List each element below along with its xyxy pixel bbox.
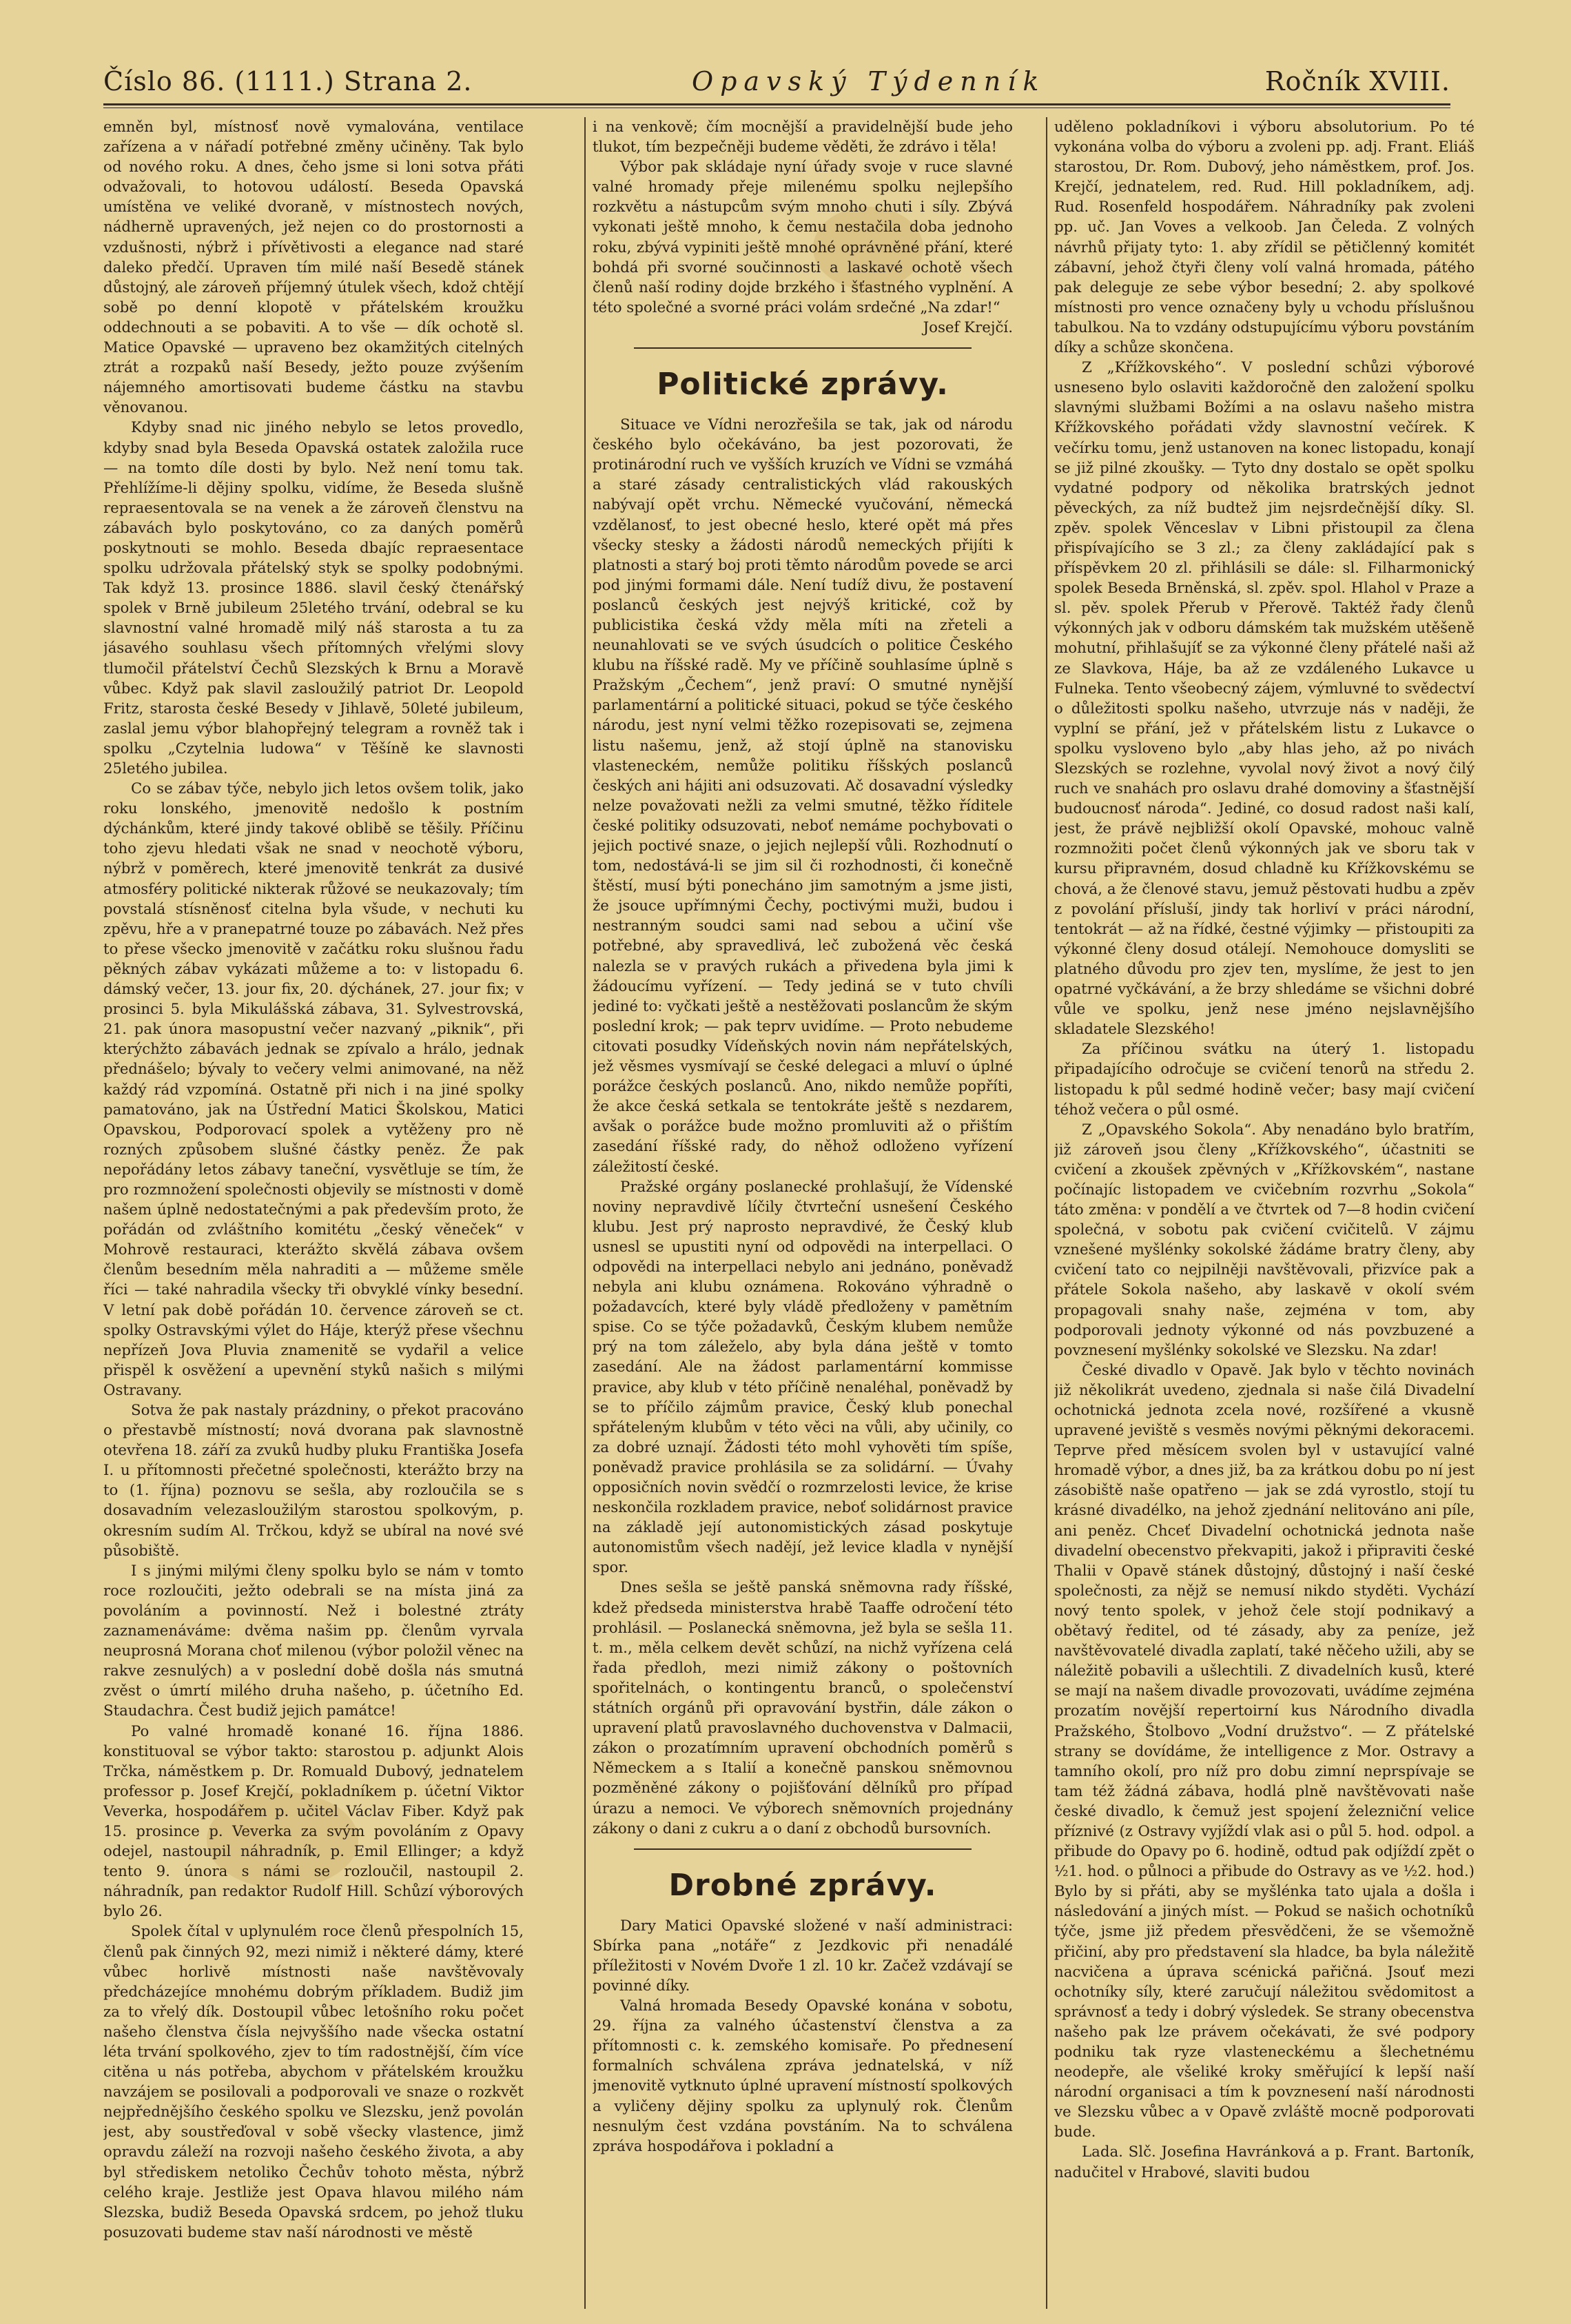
volume-label: Ročník XVIII. [1264,66,1450,96]
paragraph: Výbor pak skládaje nyní úřady svoje v ruce slavné valné hromady přeje milenému spolku nejlepšího rozkvětu a nástupcům svým mnoho chuti i síly. Zbývá vykonati ještě mnoho, k čemu nestačila doba jednoho roku, zbývá vypiniti ještě mnohé oprávněné přání, které bohdá při svorné součinnosti a laskavé ochotě všech členů naší rodiny dojde brzkého i šťastného vyplnění. A této společné a svorné práci volám srdečné „Na zdar!“ [593,159,1013,316]
paragraph: i na venkově; čím mocnější a pravidelnější bude jeho tlukot, tím bezpečněji budeme věděti, že zdrávo i těla! [593,119,1013,156]
paragraph: emněn byl, místnosť nově vymalována, ventilace zařízena a v nářadí potřebné změny učiněny. Tak bylo od nového roku. A dnes, čeho jsme si loni sotva přáti odvažovali, to hotovou událostí. Beseda Opavská umístěna ve veliké dvoraně, v místnostech nových, nádherně upravených, jež nejen co do prostornosti a vzdušnosti, nýbrž i přívětivosti a elegance nad staré daleko předčí. Upraven tím milé naší Besedě stánek důstojný, ale zároveň příjemný útulek všech, kdož chtějí sobě po denní klopotě v přátelském kroužku oddechnouti a se pobaviti. A to vše — dík ochotě sl. Matice Opavské — upraveno bez okamžitých citelných ztrát a rozpaků naší Besedy, ježto pouze zvýšením nájemného amortisovati budeme částku na stavbu věnovanou. [103,119,524,417]
newspaper-title: Opavský Týdenník [691,66,1046,96]
page-header [103,61,1450,102]
column-3 [1054,117,1475,2309]
paragraph: Co se zábav týče, nebylo jich letos ovšem tolik, jako roku lonského, jmenovitě nedošlo k postním dýchánkům, které jindy takové oblibě se těšily. Příčinu toho zjevu hledati však ne snad v neochotě výboru, nýbrž v poměrech, které jmenovitě tenkrát za dusivé atmosféry politické nikterak růžové se neukazovaly; tím povstalá stísněnosť citelna byla všude, v nechuti ku zpěvu, hře a v pranepatrné touze po zábavách. Než přes to přese všecko jmenovitě v začátku roku slušnou řadu pěkných zábav vykázati můžeme a to: v listopadu 6. dámský večer, 13. jour fix, 20. dýchánek, 27. jour fix; v prosinci 5. byla Mikulášská zábava, 31. Sylvestrovská, 21. pak února masopustní večer nazvaný „piknik“, při kterýchžto zábavách jednak se zpívalo a hrálo, jednak přednášelo; bývaly to večery velmi animované, na něž každý rád vzpomíná. Ostatně při nich i na jiné spolky pamatováno, jak na Ústřední Matici Školskou, Matici Opavskou, Podporovací spolek a vytěženy pro ně rozných způsobem slušné částky peněz. Že pak nepořádány letos zábavy taneční, vysvětluje se tím, že pro rozmnožení společnosti objevily se místnosti v domě našem úplně nedostatečnými a pak především proto, že pořádán od zvláštního komitétu „český věneček“ v Mohrově restauraci, kterážto skvělá zábava ovšem členům besedním měla nahraditi a — můžeme směle říci — také nahradila všecky tři obvyklé vínky besední. V letní pak době pořádán 10. července zároveň se ct. spolky Ostravskými výlet do Háje, kterýž přese všechnu nepřízeň Jova Pluvia znamenitě se vydařil a velice přispěl k osvěžení a upevnění styků našich s milými Ostravany. [103,780,524,1399]
paragraph: Kdyby snad nic jiného nebylo se letos provedlo, kdyby snad byla Beseda Opavská ostatek založila ruce — na tomto díle dosti by bylo. Než není tomu tak. Přehlížíme-li dějiny spolku, vidíme, že Beseda slušně repraesentovala se na venek a že zároveň členstvu na zábavách bylo poskytováno, co za daných poměrů poskytnouti se mohlo. Beseda dbajíc repraesentace spolku udržovala přátelský styk se spolky podobnými. Tak když 13. prosince 1886. slavil český čtenářský spolek v Brně jubileum 25letého trvání, odebral se ku slavnostní valné hromadě milý náš starosta a tu za jásavého souhlasu všech přítomných vřelými slovy tlumočil přátelství Čechů Slezských k Brnu a Moravě vůbec. Když pak slavil zasloužilý patriot Dr. Leopold Fritz, starosta české Besedy v Jihlavě, 50leté jubileum, zaslal jemu výbor blahopřejný telegram a rovněž tak i spolku „Czytelnia ludowa“ v Těšíně ke slavnosti 25letého jubilea. [103,419,524,777]
column-2 [593,117,1013,2309]
paragraph: Z „Opavského Sokola“. Aby nenadáno bylo bratřím, již zároveň jsou členy „Křížkovského“, účastniti se cvičení a zkoušek zpěvných v „Křížkovském“, nastane počínajíc listopadem ve cvičebním rozvrhu „Sokola“ táto změna: v pondělí a ve čtvrtek od 7—8 hodin cvičení společná, v sobotu pak cvičení cvičitelů. V zájmu vznešené myšlénky sokolské žádáme bratry členy, aby cvičení tato co nejpilněji navštěvovali, přizvíce pak a přátele Sokola našeho, aby laskavě v okolí svém propagovali snahy naše, zejména v tom, aby podporovali jednoty výkonné od nás povzbuzené a povznesení myšlénky sokolské ve Slezsku. Na zdar! [1054,1121,1475,1359]
paragraph: Pražské orgány poslanecké prohlašují, že Vídenské noviny nepravdivě líčily čtvrteční usnešení Českého klubu. Jest prý naprosto nepravdivé, že Český klub usnesl se upustiti nyní od odpovědi na interpellaci. O odpovědi na interpellaci nebylo ani jednáno, poněvadž nebyla ani klubu oznámena. Rokováno výhradně o požadavcích, které byly vládě předloženy v pamětním spise. Co se týče požadavků, Českým klubem nemůže prý na tom záleželo, aby byla dána ještě v tomto zasedání. Ale na žádost parlamentární kommisse pravice, aby klub v této příčině nenaléhal, poněvadž by se to příčilo zájmům pravice, Český klub ponechal spřáteleným klubům v této věci na vůli, aby učinily, co za dobré uznají. Žádosti této mohl vyhověti tím spíše, poněvadž pravice prohlásila se za solidární. — Úvahy opposičních novin svědčí o rozmrzelosti levice, že krise neskončila rozkladem pravice, neboť solidárnost pravice na základě její autonomistických zásad poskytuje autonomistům všech nadějí, jež levice kladla v nynější spor. [593,1178,1013,1577]
paragraph: uděleno pokladníkovi i výboru absolutorium. Po té vykonána volba do výboru a zvoleni pp. adj. Frant. Eliáš starostou, Dr. Rom. Dubový, jeho náměstkem, prof. Jos. Krejčí, jednatelem, red. Rud. Hill pokladníkem, adj. Rud. Rosenfeld hospodářem. Náhradníky pak zvoleni pp. uč. Jan Voves a velkoob. Jan Čeleda. Z volných návrhů přijaty tyto: 1. aby zřídil se pětičlenný komitét zábavní, jehož čtyři členy volí valná hromada, pátého pak deleguje ze sebe výbor besední; 2. aby spolkové místnosti pro vence označeny byly u vchodu příslušnou tabulkou. Na to vzdány odstupujícímu výboru povstáním díky a schůze skončena. [1054,119,1475,357]
paragraph: Situace ve Vídni nerozřešila se tak, jak od národu českého bylo očekáváno, ba jest pozorovati, že protinárodní ruch ve vyšších kruzích ve Vídni se vzmáhá a staré zásady centralistických vlád rakouských nabývají opět vrchu. Německé vyučování, německá vzdělanosť, to jest obecné heslo, které opět má přes všecky stesky a žádosti národů nemeckých přijíti k platnosti a starý boj proti těmto národům povede se arci pod jinými formami dále. Není tudíž divu, že postavení poslanců českých jest nejvýš kritické, což by publicistika česká vždy měla míti na zřeteli a neunahlovati se ve svých úsudcích o politice Českého klubu na říšské radě. My ve příčině souhlasíme úplně s Pražským „Čechem“, jenž praví: O smutné nynější parlamentární a politické situaci, pokud se týče českého národu, jest nyní velmi těžko rozepisovati se, zejmena listu našemu, jenž, až stojí úplně na stanovisku vlasteneckém, nemůže politiku říšských poslanců českých ani hájiti ani odsuzovati. Ač dosavadní výsledky nelze považovati nežli za velmi smutné, těžko říditele české politiky odsuzovati, neboť nemáme pochybovati o jejich poctivé snaze, o jejich nejlepší vůli. Rozhodnutí o tom, nedostává-li se jim sil či rozhodnosti, či konečně štěstí, musí býti ponecháno jim samotným a jsme jisti, že jsouce upřímnými Čechy, poctivými muži, budou i nestranným soudci sami nad sebou a učiní vše potřebné, aby spravedlivá, leč zubožená věc česká nalezla se v pravých rukách a přivedena byla jimi k žádoucímu vyřízení. — Tedy jediná se v tuto chvíli jediné to: vyčkati ještě a nestěžovati poslancům že ským poslední krok; — pak teprv uvidíme. — Proto nebudeme citovati posudky Vídeňských novin nám nepřátelských, jež věsmes vysmívají se české delegaci a mluví o úplné porážce českých poslanců. Ano, nikdo nemůže popříti, že akce česká setkala se tentokráte ještě s nezdarem, avšak o porážce bude možno promluviti až o přištím zasedání říšské rady, do něhož odloženo vyřízení záležitostí české. [593,416,1013,1176]
author-signature: Josef Krejčí. [923,318,1013,336]
paragraph: Dnes sešla se ještě panská sněmovna rady říšské, kdež předseda ministerstva hrabě Taaffe odročení této prohlásil. — Poslanecká sněmovna, jež byla se sešla 11. t. m., měla celkem devět schůzí, na nichž vyřízena celá řada předloh, mezi nimiž zákony o poštovních spořitelnách, o kontingentu branců, o společenství státních orgánů při opravování bystřin, dále zákon o upravení platů pravoslavného duchovenstva v Dalmacii, zákon o prozatímním upravení obchodních poměrů s Německem a s Italií a konečně panskou sněmovnou pozměněné zákony o pojišťování dělníků pro případ úrazu a nemoci. Ve výborech sněmovních projednány zákony o dani z cukru a o daní z obchodů bursovních. [593,1579,1013,1837]
section-rule [634,1848,972,1850]
paragraph: Valná hromada Besedy Opavské konána v sobotu, 29. října za valného účastenství členstva a za přítomnosti c. k. zemského komisaře. Po přednesení formalních schválena zpráva jednatelská, v níž jmenovitě vytknuto úplné upravení místností spolkových a vyličeny dějiny spolku za uplynulý rok. Členům nesnulým čest vzdána povstáním. Na to schválena zpráva hospodářova i pokladní a [593,1997,1013,2155]
header-rule [103,103,1450,105]
section-title-news: Drobné zprávy. [668,1867,937,1903]
section-title-politics: Politické zprávy. [657,367,949,402]
paragraph: České divadlo v Opavě. Jak bylo v těchto novinách již několikrát uvedeno, zjednala si naše čilá Divadelní ochotnická jednota zcela nové, rozšířené a vkusně upravené jeviště s vesměs novými pěknými dekoracemi. Teprve před měsícem svolen byl v ustavující valné hromadě výbor, a dnes již, ba za krátkou dobu po ní jest zásobiště naše opatřeno — jak se zdá vyrostlo, stojí tu krásné divadélko, na jehož zjednání nelitováno ani píle, ani peněz. Chceť Divadelní ochotnická jednota naše divadelní obecenstvo překvapiti, jakož i připraviti české Thalii v Opavě stánek důstojný, důstojný i naší české společnosti, za nějž se nemusí nikdo styděti. Vychází nový tento spolek, v jehož čele stojí podnikavý a obětavý ředitel, od té zásady, aby za peníze, jež navštěvovatelé divadla zaplatí, také něčeho užili, aby se náležitě pobavili a ušlechtili. Z divadelních kusů, které se mají na našem divadle provozovati, uvádíme zejména prozatím novější repertoirní kus Národního divadla Pražského, Štolbovo „Vodní družstvo“. — Z přátelské strany se dovídáme, že intelligence z Mor. Ostravy a tamního okolí, pro níž pro dobu zimní neprspívaje se tam též žádná zábava, hodlá plně navštěvovati naše české divadlo, k čemuž jest spojení železniční velice příznivé (z Ostravy vyjíždí vlak asi o půl 5. hod. odpol. a přibude do Opavy po 6. hodině, odtud pak odjíždí zpět o ½1. hod. o půlnoci a přibude do Ostravy as ve ½2. hod.) Bylo by si přáti, aby se myšlénka tato ujala a došla i následování a jiných míst. — Pokud se našich ochotníků týče, jsme již předem přesvědčeni, že se všemožně přičiní, aby pro představení sla hladce, ba byla náležitě nacvičena a úprava scénická pařičná. Jsouť mezi ochotníky síly, které zaručují náležitou svědomitost a správnosť a tedy i dobrý výsledek. Se strany obecenstva našeho pak lze právem očekávati, že své podpory podniku tak ryze vlasteneckému a šlechetnému neodepře, ale všeliké kroky směřující k lepší naší národní organisaci a tím k povznesení naší národnosti ve Slezsku vůbec a v Opavě zvláště mocně podporovati bude. [1054,1361,1475,2141]
paragraph: I s jinými milými členy spolku bylo se nám v tomto roce rozloučiti, ježto odebrali se na místa jiná za povoláním a povinností. Než i bolestné ztráty zaznamenáváme: dvěma našim pp. členům vyrvala neuprosná Morana choť milenou (výbor položil věnec na rakve zesnulých) a v poslední době došla nás smutná zvěst o úmrtí milého druha našeho, p. účetního Ed. Staudachra. Čest budiž jejich památce! [103,1562,524,1720]
paragraph: Lada. Slč. Josefina Havránková a p. Frant. Bartoník, nadučitel v Hrabové, slaviti budou [1054,2143,1475,2181]
column-divider [1046,117,1047,2309]
section-rule [634,347,972,349]
paragraph: Z „Křížkovského“. V poslední schůzi výborové usneseno bylo oslaviti každoročně den založení spolku slavnými službami Božími a na oslavu našeho mistra Křížkovského pořádati vždy slavnostní večírek. K večírku tomu, jenž ustanoven na konec listopadu, konají se již pilné zkoušky. — Tyto dny dostalo se opět spolku vydatné podpory od několika bratrských jednot pěveckých, za níž budtež jim nejsrdečnější díky. Sl. zpěv. spolek Věnceslav v Libni přistoupil za člena přispívajícího se 3 zl.; za členy zakládající pak s příspěvkem 20 zl. přihlásili se dále: sl. Filharmonický spolek Beseda Brněnská, sl. zpěv. spol. Hlahol v Praze a sl. pěv. spolek Přerub v Přerově. Taktéž řady členů výkonných jak v odboru dámském tak mužském utěšeně mohutní, přihlašujíť se za výkonné členy přátelé naši až ze Slavkova, Háje, ba až ze vzdáleného Lukavce u Fulneka. Tento všeobecný zájem, výmluvné to svědectví o důležitosti spolku našeho, utvrzuje nás v naději, že vyplní se přání, jež v přátelském listu z Lukavce o spolku vysloveno bylo „aby hlas jeho, až po nivách Slezských se rozlehne, vyvolal nový život a nový čilý ruch ve snahách pro oslavu drahé domoviny a šťastnější budoucnosť národa“. Jediné, co dosud radost naši kalí, jest, že právě nejbližší okolí Opavské, mohouc valně rozmnožiti počet členů výkonných jak ve sboru tak v kursu připravném, dosud chladně ku Křížkovskému se chová, a že členové stavu, jemuž pěstovati hudbu a zpěv z povolání přísluší, jindy tak horliví v práci národní, tentokrát — až na řídké, čestné výjimky — přistoupiti za výkonné členy dosud otálejí. Nemohouce domysliti se platného důvodu pro zjev ten, myslíme, že jest to jen opatrné vyčkávání, a že brzy shledáme se všichni dobré vůle ve spolku, jenž nese jméno nejslavnějšího skladatele Slezského! [1054,359,1475,1039]
paragraph: Spolek čítal v uplynulém roce členů přespolních 15, členů pak činných 92, mezi nimiž i některé dámy, které vůbec horlivě místnosti naše navštěvovaly předcházejíce mnohému dobrým příkladem. Budiž jim za to vřelý dík. Dostoupil vůbec letošního roku počet našeho členstva čísla nejvyššího nade všecka ostatní léta trvání spolkového, zjev to tím radostnější, čím více citěna u nás potřeba, abychom v přátelském kroužku navzájem se posilovali a podporovali ve snaze o rozkvět nejpřednějšího českého spolku ve Slezsku, jenž povolán jest, aby soustřeďoval v sobě všecky vlastence, jimž opravdu záleží na rozvoji našeho českého života, a aby byl střediskem netoliko Čechův tohoto města, nýbrž celého kraje. Jestliže jest Opava hlavou milého nám Slezska, budiž Beseda Opavská srdcem, po jehož tluku posuzovati budeme stav naší národnosti ve městě [103,1923,524,2241]
paragraph: Sotva že pak nastaly prázdniny, o překot pracováno o přestavbě místností; nová dvorana pak slavnostně otevřena 18. září za zvuků hudby pluku Františka Josefa I. u přítomnosti přečetné společnosti, kterážto brzy na to (1. října) poznovu se sešla, aby rozloučila se s dosavadním velezasloužilým starostou spolkovým, p. okresním sudím Al. Trčkou, když se ubíral na nové své působiště. [103,1402,524,1560]
paragraph: Za příčinou svátku na úterý 1. listopadu připadajícího odročuje se cvičení tenorů na středu 2. listopadu k půl sedmé hodině večer; basy mají cvičení téhož večera o půl osmé. [1054,1041,1475,1119]
column-1 [103,117,524,2309]
paragraph: Po valné hromadě konané 16. října 1886. konstituoval se výbor takto: starostou p. adjunkt Alois Trčka, náměstkem p. Dr. Romuald Dubový, jednatelem professor p. Josef Krejčí, pokladníkem p. účetní Viktor Veverka, hospodářem p. učitel Václav Fiber. Když pak 15. prosince p. Veverka za svým povoláním z Opavy odejel, nastoupil náhradník, p. Emil Ellinger; a když tento 9. února s námi se rozloučil, nastoupil 2. náhradník, pan redaktor Rudolf Hill. Schůzí výborových bylo 26. [103,1722,524,1921]
paragraph: Dary Matici Opavské složené v naší administraci: Sbírka pana „notáře“ z Jezdkovic při nenadálé příležitosti v Novém Dvoře 1 zl. 10 kr. Začež vzdávají se povinné díky. [593,1917,1013,1995]
issue-number: Číslo 86. (1111.) Strana 2. [103,66,473,96]
column-divider [584,117,586,2309]
